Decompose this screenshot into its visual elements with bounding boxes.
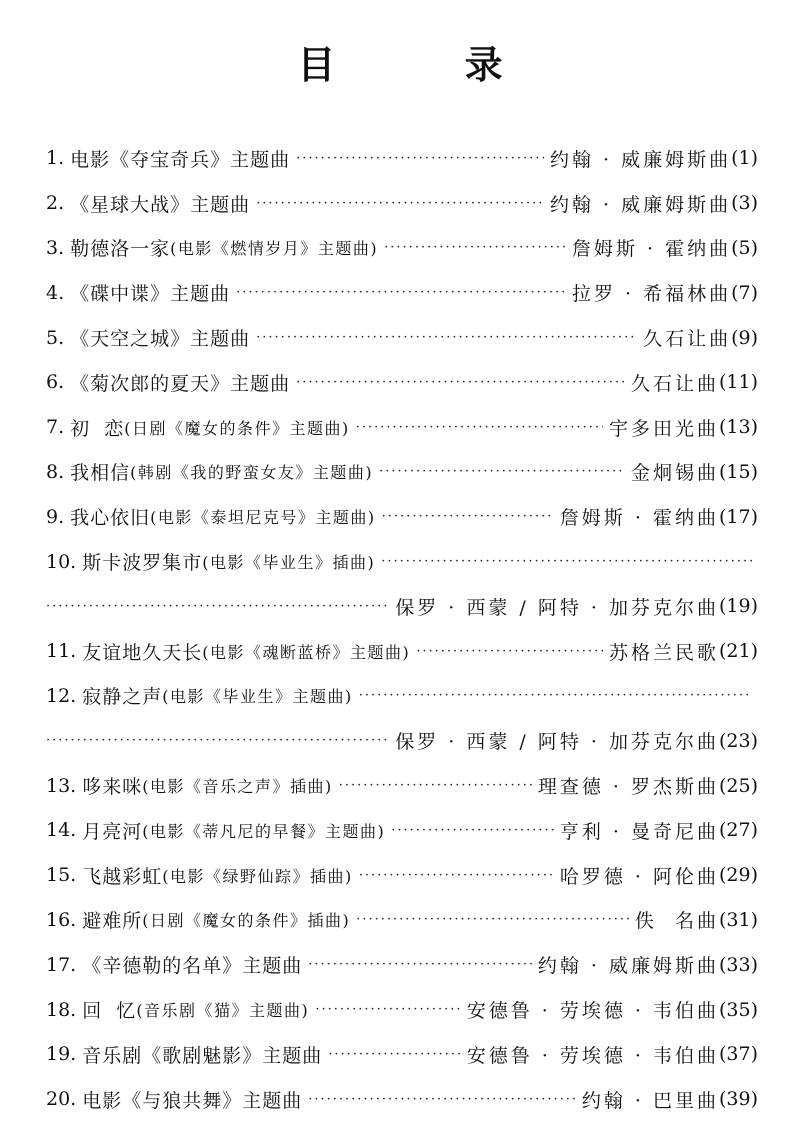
entry-number: 5. (46, 326, 65, 349)
entry-number: 18. (46, 998, 77, 1021)
table-of-contents (46, 136, 758, 1122)
entry-composer: 保罗 · 西蒙 / 阿特 · 加芬克尔曲 (395, 596, 719, 619)
entry-page: (9) (731, 326, 758, 349)
entry-composer: 宇多田光曲 (608, 417, 719, 440)
entry-number: 9. (46, 505, 65, 528)
dot-leader (296, 151, 544, 166)
entry-subtitle: (电影《魂断蓝桥》主题曲) (202, 642, 411, 662)
entry-title: 回 忆 (82, 1000, 137, 1023)
entry-subtitle: (电影《音乐之声》插曲) (142, 777, 333, 797)
dot-leader (256, 330, 637, 345)
entry-title: 飞越彩虹 (82, 865, 163, 888)
entry-composer: 久石让曲 (630, 372, 719, 395)
entry-title: 《星球大战》主题曲 (70, 193, 251, 216)
entry-page: (19) (718, 595, 758, 618)
entry-title: 友谊地久天长 (82, 641, 203, 664)
entry-composer: 安德鲁 · 劳埃德 · 韦伯曲 (466, 1044, 719, 1067)
entry-page: (27) (718, 819, 758, 842)
entry-number: 17. (46, 953, 77, 976)
dot-leader (296, 375, 625, 390)
entry-number: 20. (46, 1088, 77, 1111)
entry-page: (31) (718, 908, 758, 931)
dot-leader (356, 912, 629, 927)
entry-composer: 金炯锡曲 (630, 462, 719, 485)
entry-page: (3) (731, 192, 758, 215)
toc-entry[interactable] (46, 1077, 758, 1122)
entry-composer: 约翰 · 巴里曲 (581, 1089, 719, 1112)
entry-number: 14. (46, 819, 77, 842)
toc-entry[interactable] (46, 898, 758, 943)
page-title: 目 录 (297, 43, 561, 87)
toc-entry[interactable] (46, 226, 758, 271)
entry-page: (15) (718, 460, 758, 483)
entry-title: 避难所 (82, 910, 143, 933)
toc-entry[interactable] (46, 1032, 758, 1077)
toc-entry[interactable] (46, 315, 758, 360)
entry-page: (33) (718, 953, 758, 976)
entry-number: 12. (46, 684, 77, 707)
dot-leader (46, 599, 389, 614)
entry-subtitle: (日剧《魔女的条件》主题曲) (124, 418, 350, 438)
dot-leader (381, 554, 752, 569)
entry-subtitle: (电影《燃情岁月》主题曲) (170, 239, 379, 259)
entry-title: 电影《夺宝奇兵》主题曲 (70, 148, 291, 171)
toc-entry[interactable] (46, 270, 758, 315)
dot-leader (416, 644, 603, 659)
entry-subtitle: (电影《蒂凡尼的早餐》主题曲) (142, 821, 386, 841)
entry-composer: 安德鲁 · 劳埃德 · 韦伯曲 (466, 1000, 719, 1023)
entry-number: 6. (46, 371, 65, 394)
entry-composer: 理查德 · 罗杰斯曲 (537, 776, 719, 799)
entry-page: (1) (731, 147, 758, 170)
entry-title: 勒德洛一家 (70, 238, 171, 261)
entry-title: 《碟中谍》主题曲 (70, 283, 231, 306)
entry-composer: 拉罗 · 希福林曲 (571, 283, 732, 306)
dot-leader (46, 733, 389, 748)
entry-title: 我相信 (70, 462, 131, 485)
toc-entry[interactable] (46, 539, 758, 584)
entry-title: 《菊次郎的夏天》主题曲 (70, 372, 291, 395)
entry-subtitle: (电影《泰坦尼克号》主题曲) (150, 508, 376, 528)
entry-composer: 久石让曲 (643, 328, 732, 351)
dot-leader (359, 688, 752, 703)
dot-leader (359, 868, 554, 883)
toc-entry-continuation[interactable] (46, 718, 758, 763)
toc-entry[interactable] (46, 942, 758, 987)
entry-page: (25) (718, 774, 758, 797)
toc-entry[interactable] (46, 450, 758, 495)
entry-number: 7. (46, 416, 65, 439)
entry-title: 斯卡波罗集市 (82, 552, 203, 575)
entry-page: (13) (718, 416, 758, 439)
entry-subtitle: (电影《毕业生》插曲) (202, 553, 376, 573)
entry-composer: 保罗 · 西蒙 / 阿特 · 加芬克尔曲 (395, 731, 719, 754)
toc-entry[interactable] (46, 181, 758, 226)
toc-entry[interactable] (46, 674, 758, 719)
entry-title: 哆来咪 (82, 776, 143, 799)
dot-leader (328, 1047, 461, 1062)
entry-number: 1. (46, 147, 65, 170)
toc-entry[interactable] (46, 808, 758, 853)
toc-entry[interactable] (46, 405, 758, 450)
toc-entry[interactable] (46, 494, 758, 539)
dot-leader (256, 196, 544, 211)
entry-composer: 詹姆斯 · 霍纳曲 (559, 507, 719, 530)
dot-leader (308, 957, 532, 972)
entry-subtitle: (电影《毕业生》主题曲) (162, 687, 353, 707)
entry-subtitle: (电影《绿野仙踪》插曲) (162, 866, 353, 886)
dot-leader (308, 1092, 576, 1107)
entry-page: (17) (718, 505, 758, 528)
entry-number: 2. (46, 192, 65, 215)
entry-page: (39) (718, 1088, 758, 1111)
dot-leader (356, 420, 603, 435)
entry-page: (29) (718, 864, 758, 887)
entry-page: (11) (718, 371, 758, 394)
dot-leader (315, 1002, 460, 1017)
dot-leader (379, 464, 625, 479)
toc-entry[interactable] (46, 763, 758, 808)
entry-page: (21) (718, 640, 758, 663)
entry-subtitle: (韩剧《我的野蛮女友》主题曲) (130, 463, 374, 483)
entry-composer: 约翰 · 威廉姆斯曲 (537, 955, 719, 978)
dot-leader (382, 509, 554, 524)
toc-entry[interactable] (46, 987, 758, 1032)
entry-page: (7) (731, 281, 758, 304)
entry-number: 19. (46, 1043, 77, 1066)
entry-title: 寂静之声 (82, 686, 163, 709)
entry-number: 16. (46, 908, 77, 931)
entry-number: 4. (46, 281, 65, 304)
entry-composer: 亨利 · 曼奇尼曲 (559, 820, 719, 843)
entry-title: 《辛德勒的名单》主题曲 (82, 955, 303, 978)
entry-number: 8. (46, 460, 65, 483)
dot-leader (391, 823, 554, 838)
entry-composer: 约翰 · 威廉姆斯曲 (549, 148, 732, 171)
entry-title: 月亮河 (82, 820, 143, 843)
entry-title: 音乐剧《歌剧魅影》主题曲 (82, 1044, 323, 1067)
entry-page: (37) (718, 1043, 758, 1066)
entry-composer: 佚 名曲 (634, 910, 719, 933)
dot-leader (339, 778, 532, 793)
toc-entry[interactable] (46, 136, 758, 181)
toc-entry[interactable] (46, 853, 758, 898)
entry-subtitle: (音乐剧《猫》主题曲) (136, 1001, 310, 1021)
toc-entry-continuation[interactable] (46, 584, 758, 629)
entry-title: 我心依旧 (70, 507, 151, 530)
dot-leader (236, 285, 566, 300)
entry-subtitle: (日剧《魔女的条件》插曲) (142, 911, 351, 931)
entry-composer: 苏格兰民歌 (608, 641, 719, 664)
toc-entry[interactable] (46, 360, 758, 405)
entry-composer: 詹姆斯 · 霍纳曲 (571, 238, 732, 261)
entry-number: 3. (46, 236, 65, 259)
entry-number: 15. (46, 864, 77, 887)
entry-composer: 约翰 · 威廉姆斯曲 (549, 193, 732, 216)
entry-number: 11. (46, 640, 77, 663)
entry-title: 初 恋 (70, 417, 125, 440)
entry-page: (23) (718, 729, 758, 752)
entry-composer: 哈罗德 · 阿伦曲 (559, 865, 719, 888)
entry-title: 《天空之城》主题曲 (70, 328, 251, 351)
entry-number: 10. (46, 550, 77, 573)
entry-page: (5) (731, 236, 758, 259)
dot-leader (384, 240, 566, 255)
entry-page: (35) (718, 998, 758, 1021)
entry-number: 13. (46, 774, 77, 797)
toc-entry[interactable] (46, 629, 758, 674)
entry-title: 电影《与狼共舞》主题曲 (82, 1089, 303, 1112)
